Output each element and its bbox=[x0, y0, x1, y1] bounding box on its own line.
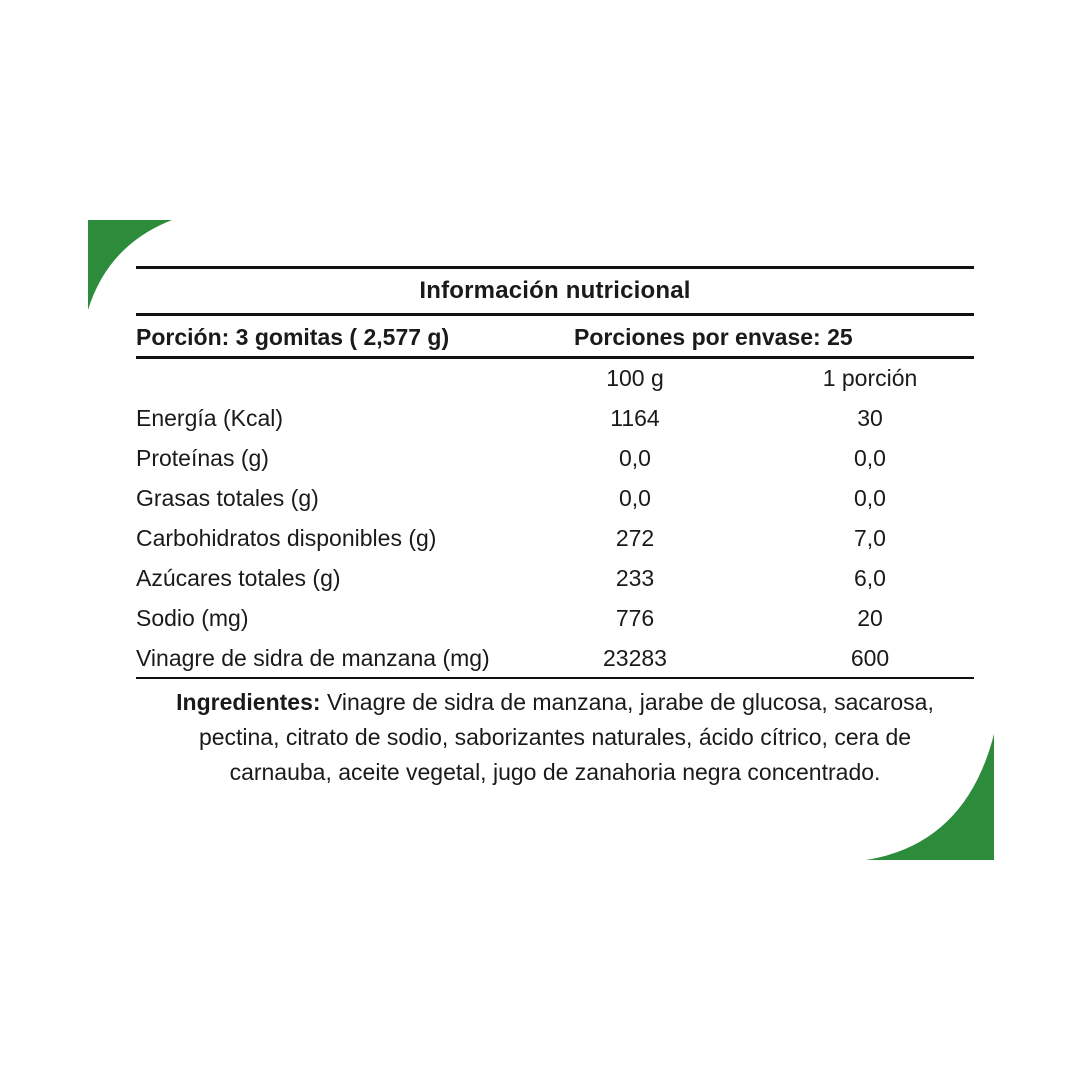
value-per-serving: 0,0 bbox=[854, 485, 886, 511]
value-per-serving: 600 bbox=[850, 645, 890, 671]
ingredients-label: Ingredientes: bbox=[176, 689, 321, 715]
value-per-100g: 23283 bbox=[603, 645, 667, 671]
serving-size: Porción: 3 gomitas ( 2,577 g) bbox=[136, 324, 450, 350]
column-header: 100 g bbox=[606, 365, 664, 391]
nutrient-name: Vinagre de sidra de manzana (mg) bbox=[136, 645, 490, 671]
value-per-serving: 30 bbox=[857, 405, 883, 431]
nutrient-name: Sodio (mg) bbox=[136, 605, 249, 631]
ingredients-text bbox=[155, 685, 955, 790]
value-per-serving: 0,0 bbox=[854, 445, 886, 471]
nutrition-table bbox=[136, 359, 974, 677]
serving-info bbox=[136, 316, 974, 356]
table-row bbox=[136, 437, 974, 477]
servings-per-container: Porciones por envase: 25 bbox=[574, 324, 853, 350]
value-per-serving: 7,0 bbox=[854, 525, 886, 551]
nutrient-name: Grasas totales (g) bbox=[136, 485, 319, 511]
value-per-serving: 20 bbox=[857, 605, 883, 631]
value-per-100g: 776 bbox=[615, 605, 655, 631]
label-title: Información nutricional bbox=[419, 277, 691, 304]
table-header bbox=[136, 359, 974, 397]
value-per-100g: 1164 bbox=[610, 405, 660, 431]
nutrient-name: Carbohidratos disponibles (g) bbox=[136, 525, 437, 551]
table-row bbox=[136, 557, 974, 597]
column-header: 1 porción bbox=[822, 365, 918, 391]
nutrient-name: Azúcares totales (g) bbox=[136, 565, 341, 591]
value-per-100g: 233 bbox=[615, 565, 655, 591]
bottom-rule bbox=[136, 677, 974, 679]
ingredients-list: Vinagre de sidra de manzana, jarabe de glucosa, sacarosa, pectina, citrato de sodio, saborizantes naturales, ácido cítrico, cera de carnauba, aceite vegetal, jugo de zanahoria negra concentrado. bbox=[198, 689, 934, 785]
value-per-100g: 0,0 bbox=[619, 485, 651, 511]
value-per-100g: 0,0 bbox=[619, 445, 651, 471]
nutrient-name: Proteínas (g) bbox=[136, 445, 269, 471]
table-row bbox=[136, 517, 974, 557]
table-row bbox=[136, 597, 974, 637]
value-per-serving: 6,0 bbox=[854, 565, 886, 591]
table-row bbox=[136, 397, 974, 437]
value-per-100g: 272 bbox=[615, 525, 655, 551]
table-row bbox=[136, 637, 974, 677]
nutrition-label bbox=[136, 266, 974, 790]
nutrient-name: Energía (Kcal) bbox=[136, 405, 284, 431]
table-row bbox=[136, 477, 974, 517]
